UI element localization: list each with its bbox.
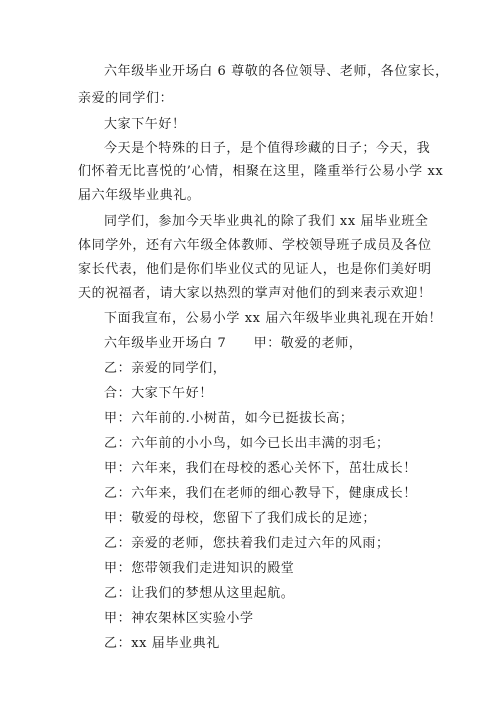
text-line: 乙：亲爱的同学们，	[104, 361, 227, 376]
text-line: 届六年级毕业典礼。	[78, 188, 201, 203]
text-line: 甲：您带领我们走进知识的殿堂	[104, 561, 295, 576]
text-line: 六年级毕业开场白 7 甲：敬爱的老师，	[104, 336, 363, 351]
text-line: 甲：神农架林区实验小学	[104, 611, 254, 626]
text-line: 天的祝福者，请大家以热烈的掌声对他们的到来表示欢迎！	[78, 286, 432, 301]
text-line: 甲：敬爱的母校，您留下了我们成长的足迹；	[104, 511, 377, 526]
text-line: 乙：六年来，我们在老师的细心教导下，健康成长！	[104, 486, 417, 501]
text-line: 乙：让我们的梦想从这里起航。	[104, 586, 295, 601]
text-line: 体同学外，还有六年级全体教师、学校领导班子成员及各位	[78, 238, 432, 253]
text-line: 同学们，参加今天毕业典礼的除了我们 xx 届毕业班全	[104, 214, 429, 229]
text-line: 甲：六年来，我们在母校的悉心关怀下，茁壮成长！	[104, 461, 417, 476]
text-line: 们怀着无比喜悦的’心情，相聚在这里，隆重举行公易小学 xx	[78, 164, 444, 179]
text-line: 甲：六年前的.小树苗，如今已挺拔长高；	[104, 411, 354, 426]
text-line: 六年级毕业开场白 6 尊敬的各位领导、老师，各位家长，	[104, 64, 449, 79]
text-line: 乙：六年前的小小鸟，如今已长出丰满的羽毛；	[104, 436, 390, 451]
text-line: 乙：亲爱的老师，您扶着我们走过六年的风雨；	[104, 536, 390, 551]
text-line: 合：大家下午好！	[104, 386, 213, 401]
text-line: 下面我宣布，公易小学 xx 届六年级毕业典礼现在开始！	[104, 311, 443, 326]
text-line: 大家下午好！	[104, 117, 186, 132]
text-line: 乙：xx 届毕业典礼	[104, 636, 220, 651]
text-line: 家长代表，他们是你们毕业仪式的见证人，也是你们美好明	[78, 262, 432, 277]
text-line: 今天是个特殊的日子，是个值得珍藏的日子；今天，我	[104, 141, 431, 156]
text-line: 亲爱的同学们：	[78, 91, 174, 106]
